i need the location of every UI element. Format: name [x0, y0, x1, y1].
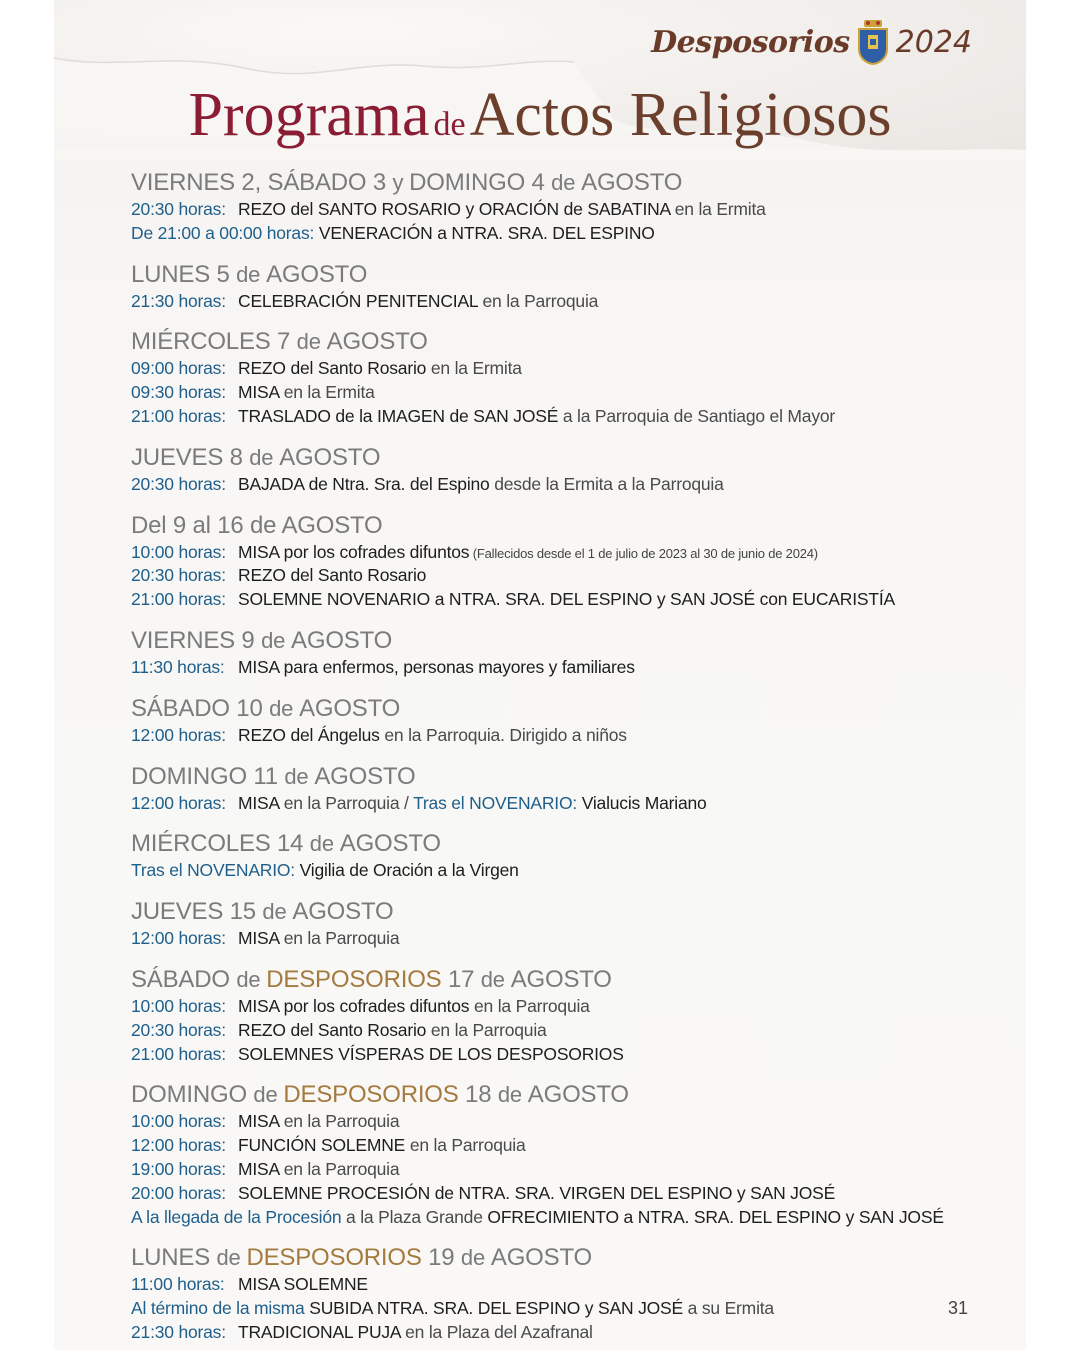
event-row [131, 357, 991, 381]
event-row [131, 222, 991, 246]
spacer [131, 429, 991, 443]
day-heading-part: de [497, 1082, 528, 1108]
event-text: en la Parroquia [405, 1135, 526, 1156]
event-row [131, 859, 991, 883]
event-text: en la Ermita [426, 358, 522, 379]
desposorios-highlight: DESPOSORIOS [266, 965, 442, 993]
day-block [131, 762, 991, 816]
day-heading [131, 965, 991, 995]
day-heading [131, 443, 991, 473]
event-text: MISA por los cofrades difuntos [238, 541, 470, 562]
event-time: 12:00 horas: [131, 1135, 226, 1156]
title-de: de [433, 106, 466, 143]
day-block [131, 694, 991, 748]
event-row [131, 792, 991, 816]
event-text: a su Ermita [682, 1298, 774, 1319]
day-block [131, 1243, 991, 1344]
day-block [131, 443, 991, 497]
day-heading-part: 17 [441, 965, 481, 993]
day-heading-part: DOMINGO 4 [409, 169, 552, 196]
day-block [131, 965, 991, 1066]
day-heading-part: AGOSTO [581, 169, 683, 196]
day-heading-part: VIERNES 2, SÁBADO 3 [131, 169, 393, 196]
event-row [131, 656, 991, 680]
day-block [131, 511, 991, 612]
event-time: 21:30 horas: [131, 1321, 226, 1342]
event-text: SOLEMNE PROCESIÓN de NTRA. SRA. VIRGEN DEL ESPINO y SAN JOSÉ [238, 1182, 836, 1203]
event-text: MISA [238, 382, 280, 403]
desposorios-highlight: DESPOSORIOS [246, 1244, 422, 1272]
event-row [131, 995, 991, 1019]
day-heading-part: Del 9 al 16 de AGOSTO [131, 511, 383, 539]
event-time: 20:30 horas: [131, 1019, 226, 1040]
day-heading [131, 626, 991, 656]
day-heading [131, 260, 991, 290]
event-text: en la Plaza del Azafranal [400, 1321, 593, 1342]
event-text: REZO del Santo Rosario [238, 565, 427, 586]
event-row [131, 290, 991, 314]
day-heading-part: MIÉRCOLES 7 [131, 328, 297, 356]
day-heading-part: AGOSTO [527, 1081, 629, 1109]
program-schedule [131, 168, 991, 1345]
event-text: OFRECIMIENTO a NTRA. SRA. DEL ESPINO y SAN JOSÉ [487, 1206, 944, 1227]
event-text: MISA por los cofrades difuntos [238, 995, 470, 1016]
brand-name: Desposorios [651, 24, 850, 60]
event-row [131, 381, 991, 405]
spacer [131, 246, 991, 260]
event-text: CELEBRACIÓN PENITENCIAL [238, 290, 478, 311]
spacer [131, 497, 991, 511]
day-heading-part: de [236, 261, 267, 287]
day-heading-part: JUEVES 8 [131, 443, 250, 471]
event-cue: A la llegada de la Procesión [131, 1206, 342, 1227]
spacer [131, 883, 991, 897]
event-cue: Tras el NOVENARIO: [413, 792, 578, 813]
event-row [131, 198, 991, 222]
event-row [131, 1182, 991, 1206]
event-row [131, 473, 991, 497]
event-row [131, 405, 991, 429]
event-row [131, 1273, 991, 1297]
event-time: 20:30 horas: [131, 565, 226, 586]
title-programa: Programa [188, 81, 430, 149]
event-time: 09:00 horas: [131, 358, 226, 379]
event-text: en la Parroquia [279, 1111, 400, 1132]
day-block [131, 626, 991, 680]
event-text: SUBIDA NTRA. SRA. DEL ESPINO y SAN JOSÉ [304, 1298, 683, 1319]
event-text: TRASLADO de la IMAGEN de SAN JOSÉ [238, 405, 559, 426]
day-heading-part: AGOSTO [291, 626, 393, 654]
day-heading-part: AGOSTO [299, 694, 401, 722]
event-time: 19:00 horas: [131, 1158, 226, 1179]
event-cue: De 21:00 a 00:00 horas: [131, 222, 315, 243]
day-heading-part: MIÉRCOLES 14 [131, 830, 310, 858]
event-text: desde la Ermita a la Parroquia [489, 473, 724, 494]
day-heading-part: AGOSTO [510, 965, 612, 993]
event-text: SOLEMNES VÍSPERAS DE LOS DESPOSORIOS [238, 1043, 624, 1064]
event-row [131, 927, 991, 951]
spacer [131, 313, 991, 327]
day-heading [131, 1080, 991, 1110]
event-time: 10:00 horas: [131, 1111, 226, 1132]
event-text: en la Parroquia [279, 1158, 400, 1179]
day-heading-part: SÁBADO [131, 965, 237, 993]
event-text: REZO del SANTO ROSARIO y ORACIÓN de SABATINA [238, 199, 671, 219]
event-text: en la Ermita [279, 382, 375, 403]
event-text: FUNCIÓN SOLEMNE [238, 1135, 406, 1156]
event-row [131, 724, 991, 748]
event-row [131, 564, 991, 588]
event-time: 10:00 horas: [131, 541, 226, 562]
event-text: MISA [238, 928, 280, 949]
event-text: MISA para enfermos, personas mayores y familiares [238, 656, 635, 677]
event-row [131, 1206, 991, 1230]
event-text: a la Plaza Grande [341, 1206, 488, 1227]
spacer [131, 748, 991, 762]
spacer [131, 680, 991, 694]
event-time: 21:00 horas: [131, 405, 226, 426]
day-heading-part: AGOSTO [326, 328, 428, 356]
day-heading-part: de [296, 329, 327, 355]
day-heading [131, 511, 991, 541]
day-heading-part: AGOSTO [292, 898, 394, 926]
event-cue: Tras el NOVENARIO: [131, 860, 295, 881]
event-row [131, 588, 991, 612]
spacer [131, 1066, 991, 1080]
day-heading [131, 762, 991, 792]
title-actos-religiosos: Actos Religiosos [469, 81, 892, 149]
day-heading-part: de [216, 1245, 247, 1271]
day-block [131, 897, 991, 951]
event-row [131, 1297, 991, 1321]
event-text: Vialucis Mariano [577, 792, 707, 813]
event-time: 11:30 horas: [131, 656, 225, 677]
day-heading-part: de [262, 899, 293, 925]
event-text: en la Parroquia [469, 995, 590, 1016]
event-time: 12:00 horas: [131, 792, 226, 813]
day-heading-part: de [269, 695, 300, 721]
event-row [131, 541, 991, 565]
day-block [131, 829, 991, 883]
event-time: 21:00 horas: [131, 589, 226, 610]
event-time: 20:30 horas: [131, 199, 226, 219]
event-time: 21:00 horas: [131, 1043, 226, 1064]
day-block [131, 168, 991, 246]
day-heading-part: AGOSTO [314, 762, 416, 790]
day-heading [131, 168, 991, 198]
event-text: MISA [238, 1158, 280, 1179]
day-heading-part: SÁBADO 10 [131, 694, 270, 722]
event-text: MISA [238, 1111, 280, 1132]
page-title [54, 80, 1026, 151]
day-block [131, 1080, 991, 1229]
event-text: MISA SOLEMNE [238, 1274, 368, 1295]
event-row [131, 1321, 991, 1345]
program-page [54, 0, 1026, 1350]
spacer [131, 612, 991, 626]
day-heading-part: AGOSTO [279, 443, 381, 471]
day-heading [131, 694, 991, 724]
event-text: REZO del Santo Rosario [238, 358, 427, 379]
event-row [131, 1134, 991, 1158]
event-text: (Fallecidos desde el 1 de julio de 2023 al 30 de junio de 2024) [469, 545, 818, 561]
day-heading-part: de [460, 1245, 491, 1271]
day-heading-part: de [236, 966, 267, 992]
event-row [131, 1158, 991, 1182]
event-time: 11:00 horas: [131, 1274, 225, 1295]
day-block [131, 260, 991, 314]
event-text: VENERACIÓN a NTRA. SRA. DEL ESPINO [314, 222, 655, 243]
event-row [131, 1019, 991, 1043]
event-text: en la Parroquia [426, 1019, 547, 1040]
day-heading-part: de [480, 966, 511, 992]
day-heading [131, 1243, 991, 1273]
event-time: 21:30 horas: [131, 290, 226, 311]
page-number: 31 [947, 1298, 968, 1318]
event-text: BAJADA de Ntra. Sra. del Espino [238, 473, 490, 494]
event-text: REZO del Ángelus [238, 724, 380, 745]
day-heading-part: LUNES [131, 1244, 217, 1272]
spacer [131, 1229, 991, 1243]
event-brand [651, 12, 972, 72]
event-text: en la Parroquia [477, 290, 599, 311]
day-heading-part: AGOSTO [490, 1244, 592, 1272]
day-heading-part: y [392, 170, 410, 195]
spacer [131, 815, 991, 829]
brand-year: 2024 [895, 24, 972, 60]
day-heading [131, 829, 991, 859]
day-block [131, 327, 991, 428]
event-text: TRADICIONAL PUJA [238, 1321, 401, 1342]
day-heading-part: VIERNES 9 [131, 626, 262, 654]
day-heading-part: DOMINGO 11 [131, 762, 285, 790]
event-time: 09:30 horas: [131, 382, 226, 403]
event-time: 20:00 horas: [131, 1182, 226, 1203]
day-heading-part: de [309, 831, 340, 857]
desposorios-highlight: DESPOSORIOS [283, 1081, 459, 1109]
event-text: en la Parroquia / [279, 792, 414, 813]
event-time: 12:00 horas: [131, 928, 226, 949]
day-heading-part: 18 [458, 1081, 498, 1109]
day-heading-part: de [261, 627, 292, 653]
event-text: SOLEMNE NOVENARIO a NTRA. SRA. DEL ESPINO y SAN JOSÉ con EUCARISTÍA [238, 589, 895, 610]
day-heading-part: AGOSTO [266, 260, 368, 288]
event-time: 20:30 horas: [131, 473, 226, 494]
day-heading-part: de [249, 444, 280, 470]
day-heading [131, 327, 991, 357]
event-cue: Al término de la misma [131, 1298, 305, 1319]
day-heading-part: JUEVES 15 [131, 898, 263, 926]
day-heading-part: LUNES 5 [131, 260, 237, 288]
event-text: MISA [238, 792, 280, 813]
day-heading-part: 19 [421, 1244, 461, 1272]
event-row [131, 1043, 991, 1067]
event-text: en la Parroquia [279, 928, 400, 949]
event-time: 10:00 horas: [131, 995, 226, 1016]
event-text: en la Ermita [670, 199, 766, 219]
event-text: en la Parroquia. Dirigido a niños [379, 724, 627, 745]
day-heading-part: de [284, 763, 315, 789]
spacer [131, 951, 991, 965]
event-text: Vigilia de Oración a la Virgen [294, 860, 519, 881]
day-heading-part: DOMINGO [131, 1081, 254, 1109]
event-row [131, 1110, 991, 1134]
event-text: a la Parroquia de Santiago el Mayor [558, 405, 836, 426]
day-heading-part: AGOSTO [339, 830, 441, 858]
event-time: 12:00 horas: [131, 724, 226, 745]
day-heading-part: de [253, 1082, 284, 1108]
day-heading [131, 897, 991, 927]
day-heading-part: de [551, 170, 582, 195]
coat-of-arms-icon [856, 19, 890, 65]
event-text: REZO del Santo Rosario [238, 1019, 427, 1040]
